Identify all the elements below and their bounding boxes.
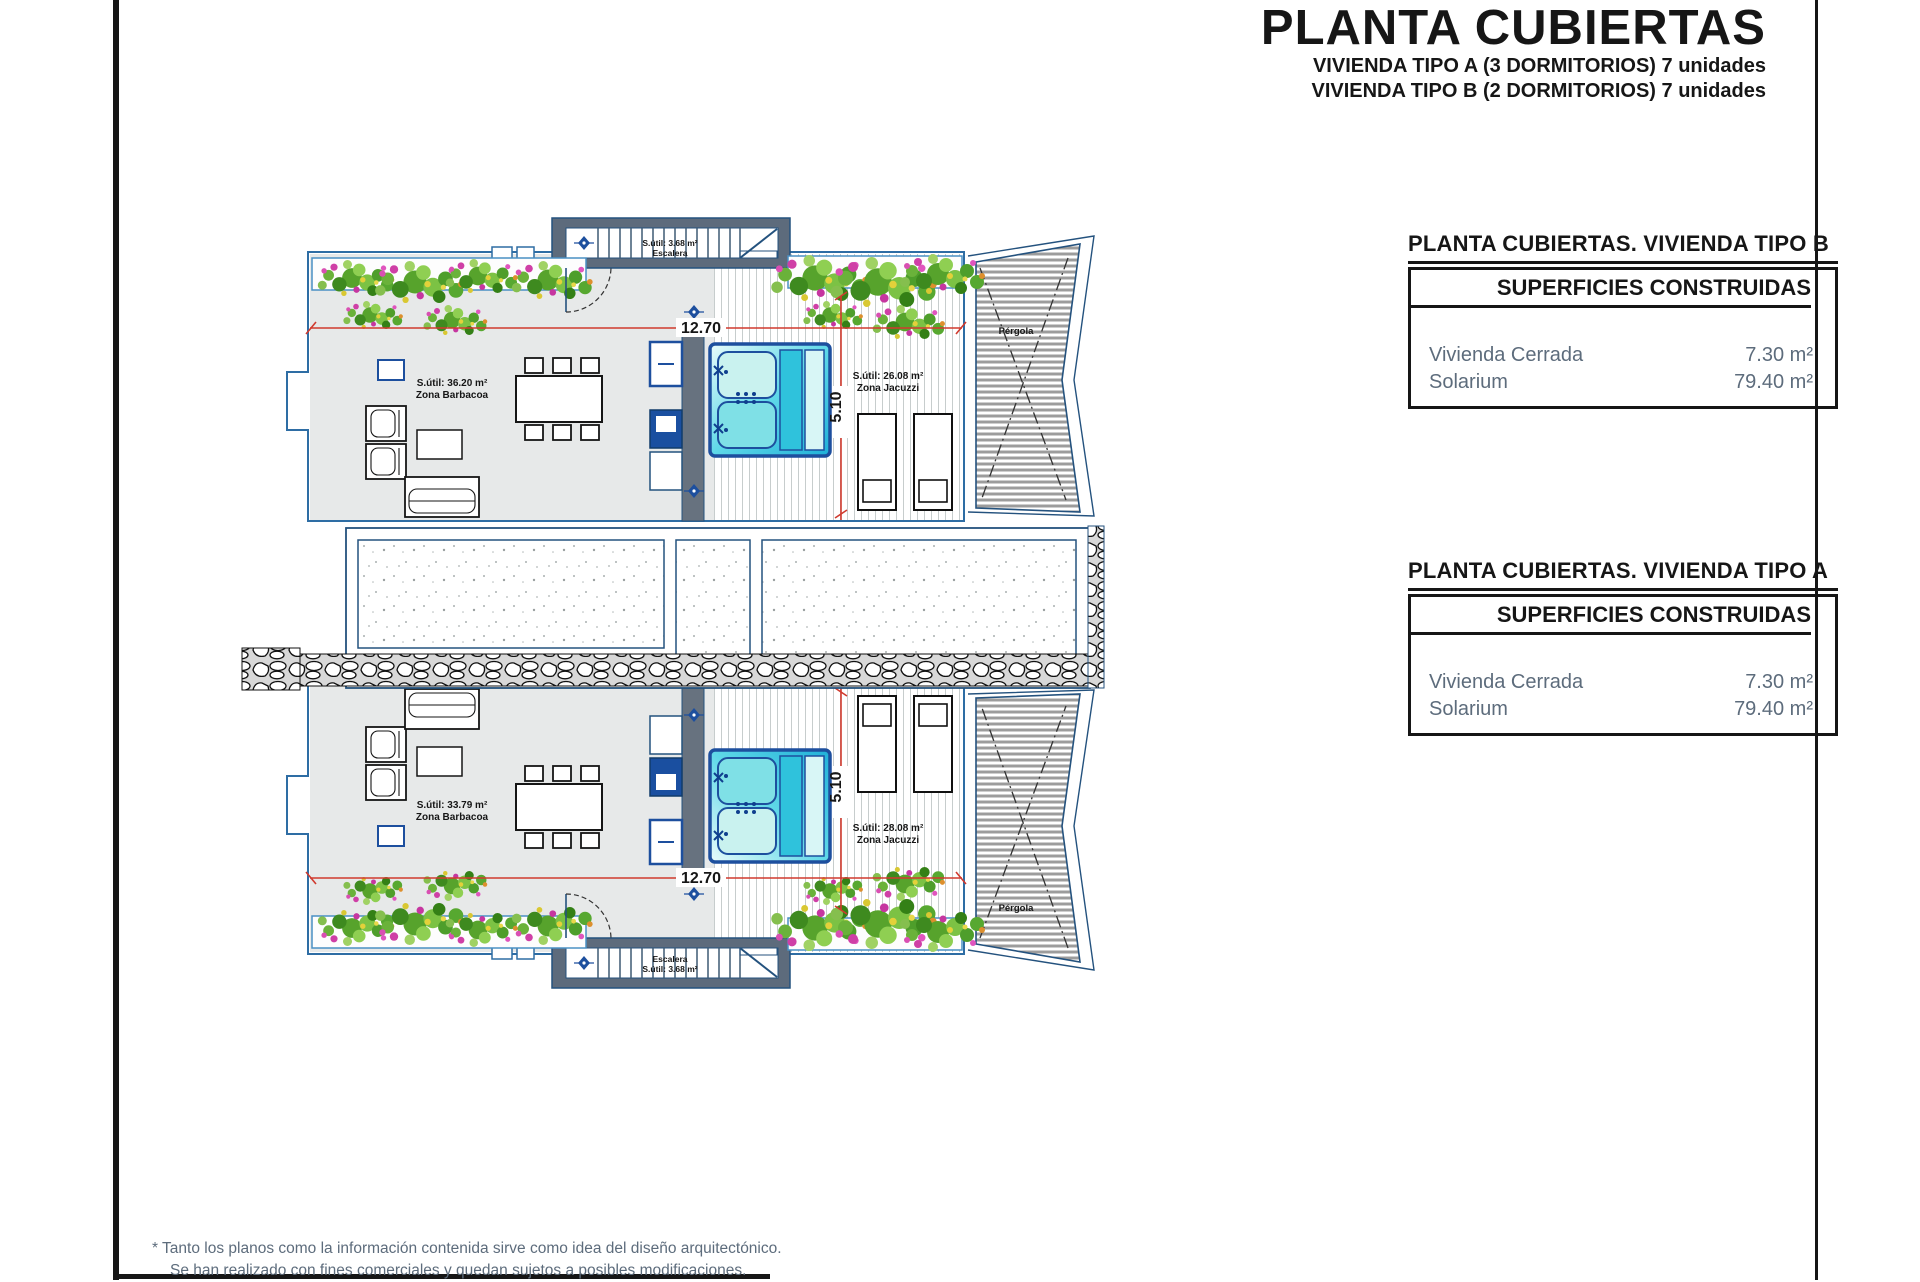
footnote-line-2: Se han realizado con fines comerciales y quedan sujetos a posibles modificaciones. — [170, 1262, 747, 1279]
row-label: Solarium — [1429, 371, 1508, 393]
jacuzzi-name-label: Zona Jacuzzi — [856, 383, 920, 394]
subtitle-tipo-b: VIVIENDA TIPO B (2 DORMITORIOS) 7 unidades — [1311, 80, 1766, 102]
stairs-name-label: Escalera — [652, 954, 688, 964]
footnote-line-1: * Tanto los planos como la información contenida sirve como idea del diseño arquitectónico. — [152, 1240, 782, 1257]
barbacoa-name-label: Zona Barbacoa — [415, 390, 489, 401]
dim-width-label: 12.70 — [680, 870, 722, 887]
dim-width-label: 12.70 — [680, 320, 722, 337]
barbacoa-area-label: S.útil: 36.20 m² — [416, 378, 488, 389]
central-roof-strip — [242, 526, 1104, 690]
pergola-label: Pérgola — [998, 326, 1034, 337]
stairs-name-label: Escalera — [652, 248, 688, 258]
roof-plan-unit-top — [287, 218, 1094, 521]
stone-band — [298, 654, 1088, 686]
row-label: Solarium — [1429, 698, 1508, 720]
page-title: PLANTA CUBIERTAS — [1260, 1, 1766, 55]
jacuzzi-area-label: S.útil: 26.08 m² — [852, 371, 924, 382]
dim-height-label: 5.10 — [828, 771, 845, 803]
footnote — [152, 1238, 782, 1282]
jacuzzi-area-label: S.útil: 28.08 m² — [852, 823, 924, 834]
row-value: 79.40 m² — [1734, 698, 1813, 720]
jacuzzi-name-label: Zona Jacuzzi — [856, 835, 920, 846]
subtitle-tipo-a: VIVIENDA TIPO A (3 DORMITORIOS) 7 unidades — [1312, 55, 1766, 77]
pergola-label: Pérgola — [998, 903, 1034, 914]
dim-height-label: 5.10 — [828, 391, 845, 423]
row-value: 79.40 m² — [1734, 371, 1813, 393]
row-label: Vivienda Cerrada — [1429, 671, 1584, 693]
roof-plan-unit-bottom — [287, 685, 1094, 988]
table-box-title: SUPERFICIES CONSTRUIDAS — [1411, 602, 1811, 635]
barbacoa-name-label: Zona Barbacoa — [415, 812, 489, 823]
barbacoa-area-label: S.útil: 33.79 m² — [416, 800, 488, 811]
table-header-tipo-b: PLANTA CUBIERTAS. VIVIENDA TIPO B — [1408, 231, 1838, 264]
stairs-area-label: S.útil: 3.68 m² — [642, 238, 698, 248]
row-value: 7.30 m² — [1745, 671, 1813, 693]
row-value: 7.30 m² — [1745, 344, 1813, 366]
stairs-area-label: S.útil: 3.68 m² — [642, 964, 698, 974]
table-header-tipo-a: PLANTA CUBIERTAS. VIVIENDA TIPO A — [1408, 558, 1838, 591]
table-box-title: SUPERFICIES CONSTRUIDAS — [1411, 275, 1811, 308]
row-label: Vivienda Cerrada — [1429, 344, 1584, 366]
